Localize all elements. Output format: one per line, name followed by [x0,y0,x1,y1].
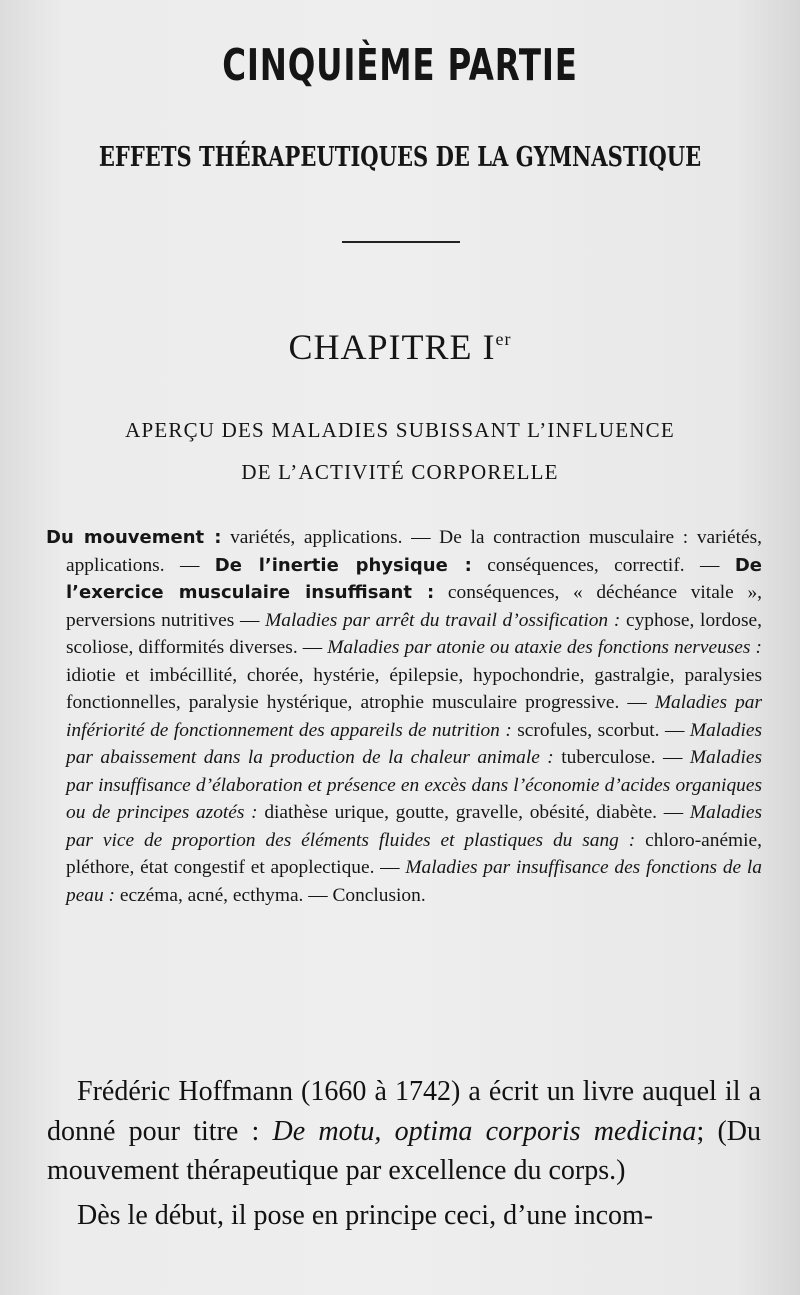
book-title: De motu, optima corporis medicina [272,1115,697,1147]
summary-text: cyphose, lordose, scoliose, difformités diverses. — [66,609,762,658]
body-text-run: Frédéric Hoffmann (1660 à 1742) a écrit un livre auquel il a donné pour titre : [47,1076,761,1147]
summary-disease-category: Maladies par insuffisance d’élaboration et présence en excès dans l’économie d’acides organiques ou de principes azotés : [66,747,762,823]
summary-disease-category: Maladies par vice de proportion des éléments fluides et plastiques du sang : [66,802,763,851]
summary-heading-exercice: De l’exercice musculaire insuffisant : [66,554,762,603]
summary-text: idiotie et imbécillité, chorée, hystérie, épilepsie, hypochondrie, gastralgie, paralysies fonctionnelles, paralysie hystérique, atrophie musculaire progressive. — [66,664,762,713]
summary-disease-category: Maladies par arrêt du travail d’ossification : [265,609,621,631]
body-text [47,1072,761,1235]
body-text-run: ; (Du mouvement thérapeutique par excellence du corps.) [47,1115,761,1186]
summary-disease-category: Maladies par abaissement dans la production de la chaleur animale : [66,719,762,768]
chapter-number-suffix: er [495,329,512,349]
summary-text: scrofules, scorbut. — [511,719,690,741]
title-rule [342,241,460,243]
summary-text: conséquences, correctif. — [471,554,735,576]
summary-text: eczéma, acné, ecthyma. — Conclusion. [115,884,426,906]
summary-text: tuberculose. — [553,747,690,768]
chapter-summary [46,524,763,909]
part-title: CINQUIÈME PARTIE [222,40,578,91]
chapter-label: CHAPITRE I [288,327,496,367]
summary-heading-inertie: De l’inertie physique : [214,554,472,576]
chapter-heading [0,326,800,368]
summary-text: chloro-anémie, pléthore, état congestif et apoplectique. — [66,829,762,878]
summary-disease-category: Maladies par infériorité de fonctionnement des appareils de nutrition : [66,692,763,741]
body-paragraph [47,1072,761,1191]
summary-disease-category: Maladies par insuffisance des fonctions de la peau : [66,857,763,906]
summary-disease-category: Maladies par atonie ou ataxie des fonctions nerveuses : [327,637,762,658]
body-paragraph: Dès le début, il pose en principe ceci, d’une incom- [77,1199,654,1231]
part-subtitle: EFFETS THÉRAPEUTIQUES DE LA GYMNASTIQUE [98,142,702,173]
summary-heading-mouvement: Du mouvement : [46,527,222,548]
chapter-title-line1: APERÇU DES MALADIES SUBISSANT L’INFLUENCE [125,418,675,442]
summary-text: diathèse urique, goutte, gravelle, obésité, diabète. — [257,802,690,823]
chapter-title-line2: DE L’ACTIVITÉ CORPORELLE [241,460,559,484]
summary-text: variétés, applications. — De la contraction musculaire : variétés, applications. — [66,527,762,576]
summary-text: conséquences, « déchéance vitale », perversions nutritives — [66,582,762,631]
